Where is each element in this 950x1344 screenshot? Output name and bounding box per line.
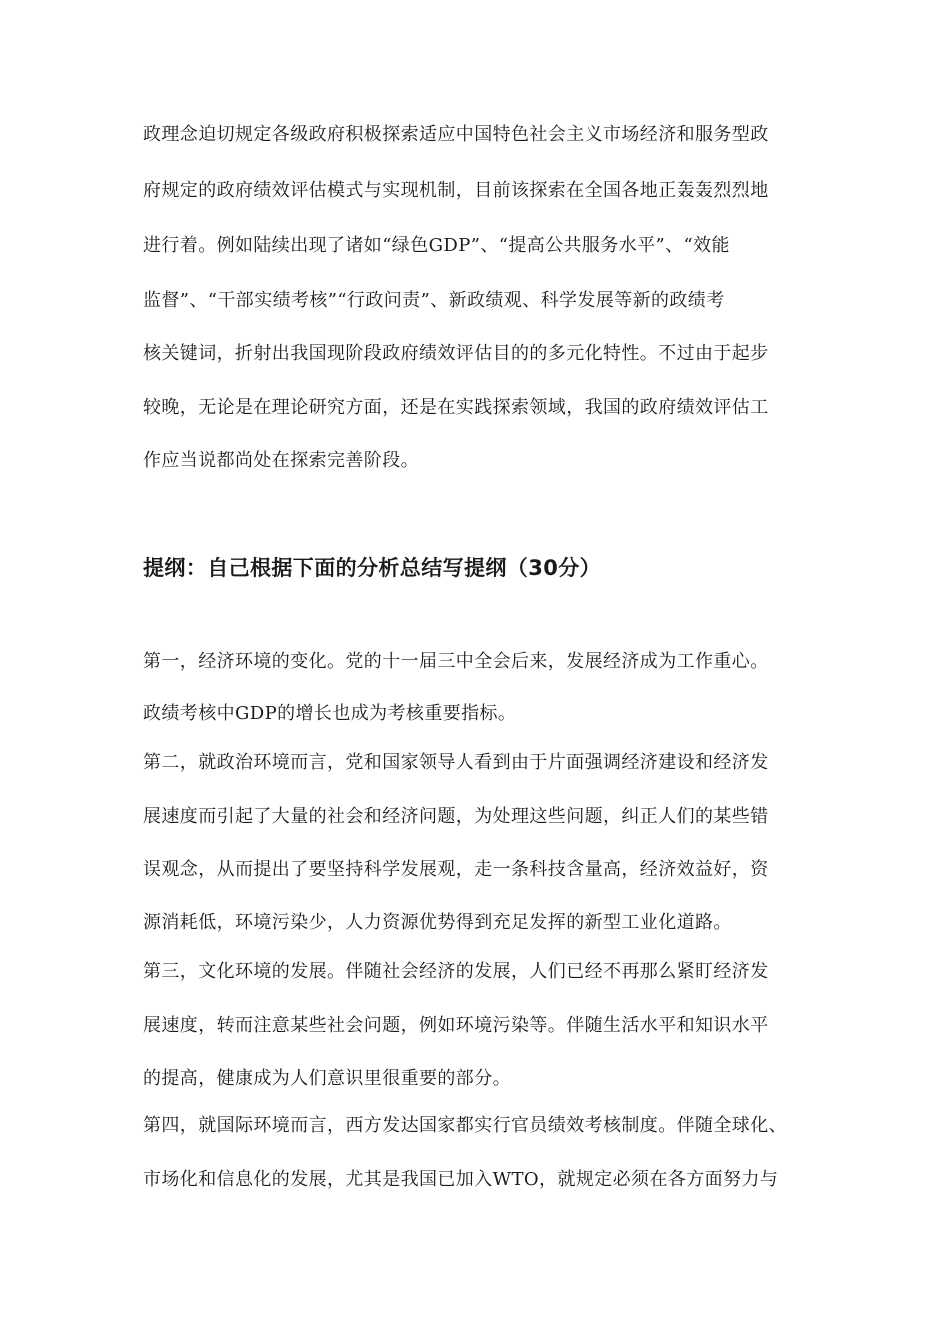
intro-line: 作应当说都尚处在探索完善阶段。 xyxy=(143,450,419,471)
intro-line: 府规定的政府绩效评估模式与实现机制，目前该探索在全国各地正轰轰烈烈地 xyxy=(143,180,769,201)
body-line: 源消耗低，环境污染少，人力资源优势得到充足发挥的新型工业化道路。 xyxy=(143,912,732,933)
body-line: 第一，经济环境的变化。党的十一届三中全会后来，发展经济成为工作重心。 xyxy=(143,651,769,672)
intro-line: 核关键词，折射出我国现阶段政府绩效评估目的的多元化特性。不过由于起步 xyxy=(143,343,769,364)
body-line: 市场化和信息化的发展，尤其是我国已加入WTO，就规定必须在各方面努力与 xyxy=(143,1169,779,1190)
section-heading: 提纲：自己根据下面的分析总结写提纲（30分） xyxy=(143,556,602,580)
intro-line: 较晚，无论是在理论研究方面，还是在实践探索领域，我国的政府绩效评估工 xyxy=(143,397,769,418)
body-line: 展速度，转而注意某些社会问题，例如环境污染等。伴随生活水平和知识水平 xyxy=(143,1015,769,1036)
body-line: 第二，就政治环境而言，党和国家领导人看到由于片面强调经济建设和经济发 xyxy=(143,752,769,773)
body-line: 第三，文化环境的发展。伴随社会经济的发展，人们已经不再那么紧盯经济发 xyxy=(143,961,769,982)
intro-line: 政理念迫切规定各级政府积极探索适应中国特色社会主义市场经济和服务型政 xyxy=(143,124,769,145)
body-line: 政绩考核中GDP的增长也成为考核重要指标。 xyxy=(143,703,517,724)
body-line: 的提高，健康成为人们意识里很重要的部分。 xyxy=(143,1068,511,1089)
body-line: 展速度而引起了大量的社会和经济问题，为处理这些问题，纠正人们的某些错 xyxy=(143,806,769,827)
body-line: 第四，就国际环境而言，西方发达国家都实行官员绩效考核制度。伴随全球化、 xyxy=(143,1115,787,1136)
intro-line: 监督”、“干部实绩考核”“行政问责”、新政绩观、科学发展等新的政绩考 xyxy=(143,290,725,311)
body-line: 误观念，从而提出了要坚持科学发展观，走一条科技含量高，经济效益好，资 xyxy=(143,859,769,880)
intro-line: 进行着。例如陆续出现了诸如“绿色GDP”、“提高公共服务水平”、“效能 xyxy=(143,235,730,256)
